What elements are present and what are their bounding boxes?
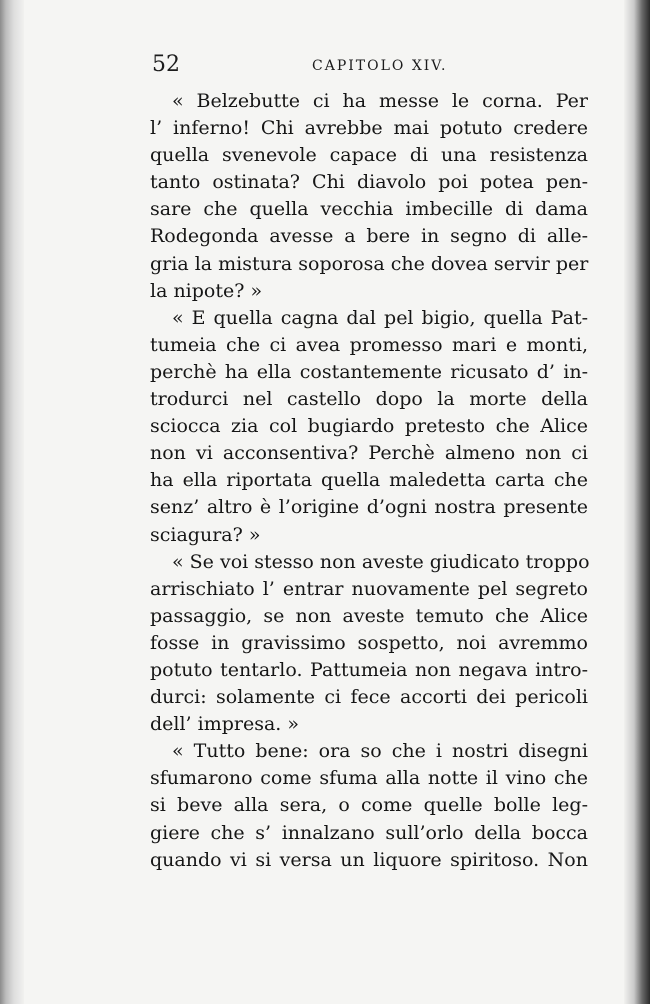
text-line: sfumarono come sfuma alla notte il vino che (150, 767, 588, 790)
text-line: trodurci nel castello dopo la morte della (150, 388, 588, 411)
page-number: 52 (152, 52, 180, 77)
body-text (150, 88, 588, 874)
text-line: « Belzebutte ci ha messe le corna. Per (172, 90, 588, 112)
text-line: sciocca zia col bugiardo pretesto che Alice (150, 415, 588, 438)
text-line: sare che quella vecchia imbecille di dama (150, 198, 588, 221)
text-line: dell’ impresa. » (150, 713, 300, 736)
text-line: quella svenevole capace di una resistenza (150, 144, 588, 167)
text-line: Rodegonda avesse a bere in segno di alle- (150, 225, 588, 248)
page-binding-shadow (0, 0, 24, 1004)
text-line: arrischiato l’ entrar nuovamente pel segreto (150, 577, 588, 600)
text-line: gria la mistura soporosa che dovea servir per (150, 252, 589, 275)
text-line: « E quella cagna dal pel bigio, quella Pat- (172, 306, 588, 329)
text-line: potuto tentarlo. Pattumeia non negava intro- (150, 658, 588, 681)
text-line: senz’ altro è l’origine d’ogni nostra presente (150, 496, 588, 519)
text-line: passaggio, se non aveste temuto che Alice (150, 604, 588, 627)
text-line: la nipote? » (150, 279, 263, 302)
text-line: « Se voi stesso non aveste giudicato troppo (172, 550, 590, 573)
text-line: sciagura? » (150, 523, 261, 546)
text-line: quando vi si versa un liquore spiritoso. Non (150, 848, 588, 871)
page-edge-shadow (624, 0, 650, 1004)
text-line: fosse in gravissimo sospetto, noi avremmo (150, 631, 588, 654)
text-line: tumeia che ci avea promesso mari e monti, (150, 333, 588, 356)
text-line: « Tutto bene: ora so che i nostri disegni (172, 740, 588, 763)
text-line: si beve alla sera, o come quelle bolle leg- (150, 794, 588, 817)
text-line: perchè ha ella costantemente ricusato d’ in- (150, 360, 588, 383)
running-header (152, 52, 592, 80)
text-line: tanto ostinata? Chi diavolo poi potea pen- (150, 171, 588, 194)
text-line: durci: solamente ci fece accorti dei pericoli (150, 686, 588, 709)
text-line: giere che s’ innalzano sull’orlo della bocca (150, 821, 588, 844)
text-line: ha ella riportata quella maledetta carta che (150, 469, 588, 492)
chapter-title: CAPITOLO XIV. (312, 58, 448, 74)
text-line: l’ inferno! Chi avrebbe mai potuto credere (150, 117, 588, 140)
text-line: non vi acconsentiva? Perchè almeno non ci (150, 442, 588, 465)
